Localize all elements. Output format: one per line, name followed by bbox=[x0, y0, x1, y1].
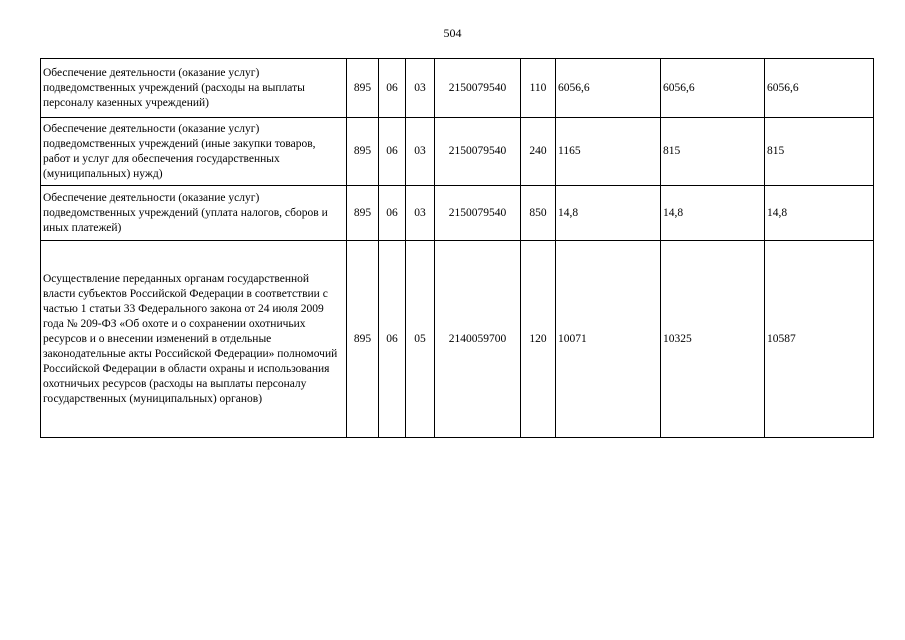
amount-year-3: 6056,6 bbox=[765, 59, 874, 118]
expense-type-code: 110 bbox=[521, 59, 556, 118]
amount-year-3: 815 bbox=[765, 118, 874, 186]
table-row bbox=[41, 241, 874, 438]
table-row bbox=[41, 186, 874, 241]
ministry-code: 895 bbox=[347, 241, 379, 438]
target-article-code: 2140059700 bbox=[435, 241, 521, 438]
row-description: Осуществление переданных органам государственной власти субъектов Российской Федерации в соответствии с частью 1 статьи 33 Федерального закона от 24 июля 2009 года № 209-ФЗ «Об охоте и о сохранении охотничьих ресурсов и о внесении изменений в отдельные законодательные акты Российской Федерации» полномочий Российской Федерации в области охраны и использования охотничьих ресурсов (расходы на выплаты персоналу государственных (муниципальных) органов) bbox=[41, 241, 347, 438]
ministry-code: 895 bbox=[347, 186, 379, 241]
target-article-code: 2150079540 bbox=[435, 59, 521, 118]
amount-year-2: 815 bbox=[661, 118, 765, 186]
row-description: Обеспечение деятельности (оказание услуг) подведомственных учреждений (расходы на выплаты персоналу казенных учреждений) bbox=[41, 59, 347, 118]
target-article-code: 2150079540 bbox=[435, 118, 521, 186]
subsection-code: 03 bbox=[406, 118, 435, 186]
amount-year-2: 14,8 bbox=[661, 186, 765, 241]
amount-year-1: 1165 bbox=[556, 118, 661, 186]
expense-type-code: 240 bbox=[521, 118, 556, 186]
amount-year-3: 10587 bbox=[765, 241, 874, 438]
section-code: 06 bbox=[379, 186, 406, 241]
amount-year-2: 10325 bbox=[661, 241, 765, 438]
table-row bbox=[41, 118, 874, 186]
table-row bbox=[41, 59, 874, 118]
ministry-code: 895 bbox=[347, 118, 379, 186]
amount-year-1: 14,8 bbox=[556, 186, 661, 241]
expense-type-code: 120 bbox=[521, 241, 556, 438]
subsection-code: 03 bbox=[406, 186, 435, 241]
page-number: 504 bbox=[443, 26, 462, 40]
row-description: Обеспечение деятельности (оказание услуг) подведомственных учреждений (иные закупки товаров, работ и услуг для обеспечения государственных (муниципальных) нужд) bbox=[41, 118, 347, 186]
subsection-code: 05 bbox=[406, 241, 435, 438]
budget-table bbox=[40, 58, 874, 438]
section-code: 06 bbox=[379, 118, 406, 186]
amount-year-1: 6056,6 bbox=[556, 59, 661, 118]
ministry-code: 895 bbox=[347, 59, 379, 118]
amount-year-2: 6056,6 bbox=[661, 59, 765, 118]
section-code: 06 bbox=[379, 59, 406, 118]
expense-type-code: 850 bbox=[521, 186, 556, 241]
amount-year-1: 10071 bbox=[556, 241, 661, 438]
subsection-code: 03 bbox=[406, 59, 435, 118]
section-code: 06 bbox=[379, 241, 406, 438]
amount-year-3: 14,8 bbox=[765, 186, 874, 241]
row-description: Обеспечение деятельности (оказание услуг) подведомственных учреждений (уплата налогов, сборов и иных платежей) bbox=[41, 186, 347, 241]
target-article-code: 2150079540 bbox=[435, 186, 521, 241]
